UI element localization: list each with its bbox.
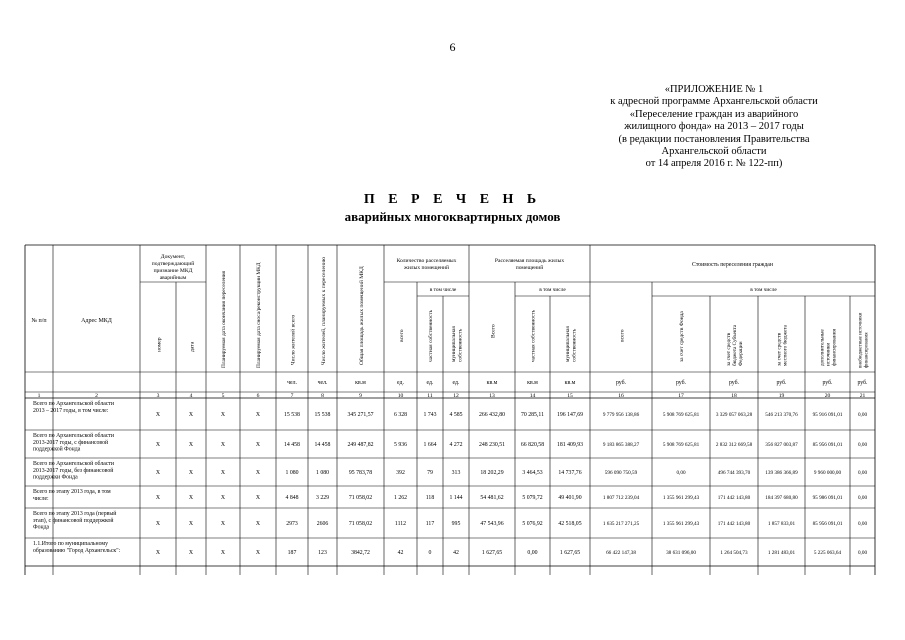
vertical-header-line: частная собственность xyxy=(530,309,537,362)
table-cell: 5 076,92 xyxy=(522,521,543,527)
header-document: аварийным xyxy=(159,275,187,281)
table-cell: 3842,72 xyxy=(351,550,370,556)
row-label: 1.1.Итого по муниципальному xyxy=(33,541,108,547)
table-cell: 15 538 xyxy=(284,412,300,418)
vertical-header-line: финансирования xyxy=(864,332,870,368)
table-cell: Х xyxy=(188,470,194,476)
header-address: Адрес МКД xyxy=(81,318,112,324)
table-cell: 70 285,11 xyxy=(521,412,544,418)
header-document: Документ, xyxy=(160,254,186,260)
table-cell: 1 743 xyxy=(423,412,437,418)
vertical-header-line: внебюджетные источники xyxy=(858,312,864,368)
table-cell: Х xyxy=(220,521,226,527)
table-cell: 1 080 xyxy=(285,470,299,476)
header-count-private xyxy=(427,309,434,362)
header-area-total xyxy=(490,324,496,338)
table-cell: 496 744 393,70 xyxy=(717,470,751,476)
table-cell: 14 458 xyxy=(314,442,331,448)
document-title: П Е Р Е Ч Е Н Ь xyxy=(363,192,542,207)
table-cell: 1 080 xyxy=(315,470,330,476)
table-cell: 345 271,57 xyxy=(347,412,374,418)
appendix-line: жилищного фонда» на 2013 – 2017 годы xyxy=(624,121,804,133)
appendix-line: «ПРИЛОЖЕНИЕ № 1 xyxy=(664,84,764,95)
vertical-header-line: всего xyxy=(398,329,405,342)
unit-label: кв.м xyxy=(527,380,538,386)
unit-label: кв.м xyxy=(355,380,366,386)
column-number: 6 xyxy=(256,393,260,399)
column-number: 15 xyxy=(567,393,573,399)
table-cell: 184 397 680,80 xyxy=(765,495,798,501)
header-area-group: помещений xyxy=(515,265,544,271)
column-number: 20 xyxy=(824,393,831,399)
header-in-that: в том числе xyxy=(750,287,777,293)
vertical-header-line: источники xyxy=(825,342,832,366)
unit-label: ед. xyxy=(426,380,434,386)
unit-label: руб. xyxy=(822,380,833,386)
vertical-header-line: за счет средств Фонда xyxy=(679,311,686,362)
table-cell: 171 442 143,80 xyxy=(717,521,751,527)
table-cell: 248 230,51 xyxy=(478,442,506,448)
table-cell: 49 401,90 xyxy=(558,495,582,501)
header-planned-demolition xyxy=(256,262,262,368)
column-number: 13 xyxy=(489,393,495,399)
table-cell: 1 355 961 299,43 xyxy=(662,495,700,501)
table-cell: 1 664 xyxy=(423,442,437,448)
column-number: 18 xyxy=(731,393,737,399)
table-cell: 79 xyxy=(427,470,433,476)
table-cell: 4 272 xyxy=(449,442,463,448)
vertical-header-line: муниципальная xyxy=(451,326,458,362)
column-number: 5 xyxy=(221,393,225,399)
column-number: 17 xyxy=(678,393,684,399)
column-number: 8 xyxy=(321,393,324,399)
table-cell: 0,00 xyxy=(857,442,868,448)
row-label: поддержкой Фонда xyxy=(33,446,81,453)
row-label: Фонда xyxy=(33,524,50,531)
table-cell: 9 779 956 138,86 xyxy=(602,412,640,418)
table-cell: 356 827 003,87 xyxy=(765,442,798,448)
table-cell: 1 144 xyxy=(449,495,463,501)
table-cell: 85 956 091,01 xyxy=(812,521,843,527)
table-cell: 139 386 366,89 xyxy=(765,470,798,476)
table-cell: 2973 xyxy=(286,521,298,527)
table-cell: 1 627,65 xyxy=(559,550,581,556)
page-number: 6 xyxy=(449,40,456,54)
row-label: Всего по Архангельской области xyxy=(33,401,115,407)
table-cell: Х xyxy=(220,412,226,418)
vertical-header-line: дополнительные xyxy=(819,329,826,366)
table-cell: 42 xyxy=(397,550,404,556)
vertical-header-line: собственность xyxy=(457,328,464,362)
row-label: числе: xyxy=(33,495,49,502)
table-cell: Х xyxy=(220,470,226,476)
table-cell: 1 635 217 271,25 xyxy=(602,521,640,527)
header-residents-planned xyxy=(320,257,327,365)
header-doc-number xyxy=(156,337,162,352)
table-cell: Х xyxy=(220,495,226,501)
unit-label: руб. xyxy=(776,380,787,386)
table-cell: 85 956 091,01 xyxy=(812,442,843,448)
unit-label: чел. xyxy=(317,380,328,386)
unit-label: руб. xyxy=(857,380,868,386)
row-label: Всего по этапу 2013 года, в том xyxy=(33,489,111,495)
table-cell: Х xyxy=(188,442,194,448)
table-cell: 266 432,80 xyxy=(478,412,506,418)
vertical-header-line: дата xyxy=(189,341,196,352)
unit-label: кв.м xyxy=(564,380,576,386)
table-cell: 596 090 750,59 xyxy=(604,470,638,476)
vertical-header-line: Федерации xyxy=(738,341,745,366)
column-number: 10 xyxy=(397,393,404,399)
vertical-header-line: Число жителей всего xyxy=(290,314,297,365)
header-area-group: Расселяемая площадь жилых xyxy=(494,258,565,264)
table-cell: 3 329 057 063,28 xyxy=(715,412,753,418)
table-cell: 196 147,69 xyxy=(556,412,584,418)
vertical-header-line: местного бюджета xyxy=(782,325,789,366)
table-cell: 6 328 xyxy=(393,412,408,418)
row-label: 2013 – 2017 годы, в том числе: xyxy=(33,407,109,414)
header-cost-local xyxy=(777,324,789,366)
table-cell: 95 783,78 xyxy=(348,470,373,476)
header-area-municipal xyxy=(565,326,577,362)
table-cell: 5 936 xyxy=(393,442,408,448)
column-number: 4 xyxy=(189,393,193,399)
table-cell: 4 585 xyxy=(449,412,463,418)
header-in-that: в том числе xyxy=(429,287,457,293)
row-label: образованию "Город Архангельск": xyxy=(33,547,121,554)
table-cell: 1 281 483,01 xyxy=(767,550,796,556)
table-cell: 2 832 312 669,58 xyxy=(715,442,753,448)
column-number: 12 xyxy=(453,393,459,399)
table-cell: Х xyxy=(255,495,261,501)
table-cell: 3 229 xyxy=(315,495,330,501)
table-cell: Х xyxy=(220,550,226,556)
table-cell: 0,00 xyxy=(857,550,868,556)
column-number: 21 xyxy=(859,393,866,399)
header-count-group: Количество расселяемых xyxy=(396,258,457,264)
table-cell: 1 262 xyxy=(393,495,408,501)
header-count-municipal xyxy=(451,326,463,362)
table-cell: 5 908 769 625,81 xyxy=(662,442,700,448)
table-cell: 123 xyxy=(318,550,327,556)
table-cell: 15 538 xyxy=(314,412,331,418)
table-cell: Х xyxy=(255,470,261,476)
header-cost-excess xyxy=(859,312,870,368)
table-cell: 1 857 833,01 xyxy=(767,521,796,527)
table-cell: 42 xyxy=(453,550,459,556)
row-label: 2013-2017 годы, без финансовой xyxy=(33,467,114,474)
vertical-header-line: за счет средств xyxy=(776,332,783,366)
table-cell: 71 058,02 xyxy=(348,521,373,527)
table-cell: 54 481,62 xyxy=(480,495,504,501)
table-cell: 42 518,05 xyxy=(558,521,582,527)
table-cell: 2606 xyxy=(316,521,329,527)
unit-label: руб. xyxy=(675,380,687,386)
table-cell: Х xyxy=(188,495,194,501)
header-cost-extra xyxy=(820,329,838,366)
header-cost-total xyxy=(619,329,625,342)
table-cell: 0 xyxy=(428,550,432,556)
table-cell: 4 848 xyxy=(285,495,299,501)
header-count-total xyxy=(399,329,405,342)
table-cell: 5 225 063,64 xyxy=(813,550,842,556)
table-cell: 66 422 147,38 xyxy=(606,550,636,556)
table-cell: 38 631 096,00 xyxy=(666,550,696,556)
header-doc-date xyxy=(189,341,195,352)
vertical-header-line: муниципальная xyxy=(565,326,572,362)
table-cell: 3 464,53 xyxy=(522,470,543,476)
header-document: подтверждающий xyxy=(151,261,195,267)
table-cell: 95 916 091,01 xyxy=(812,412,843,418)
table-cell: Х xyxy=(155,495,161,501)
table-cell: 66 820,58 xyxy=(520,442,545,448)
unit-label: ед. xyxy=(397,380,404,386)
table-cell: Х xyxy=(155,521,161,527)
table-cell: 0,00 xyxy=(857,470,868,476)
table-cell: 0,00 xyxy=(676,470,686,476)
table-cell: Х xyxy=(155,470,161,476)
unit-label: чел. xyxy=(287,380,297,386)
table-cell: 249 487,82 xyxy=(347,442,374,448)
column-number: 2 xyxy=(95,393,98,399)
header-cost-fund xyxy=(679,311,685,362)
row-label: поддержки Фонда xyxy=(33,474,78,481)
table-cell: 5 908 769 625,81 xyxy=(662,412,700,418)
vertical-header-line: финансирования xyxy=(831,329,838,366)
table-cell: Х xyxy=(155,550,161,556)
column-number: 1 xyxy=(37,393,41,399)
table-cell: 14 737,76 xyxy=(558,470,582,476)
table-cell: 392 xyxy=(396,470,405,476)
row-label: Всего по Архангельской области xyxy=(33,433,115,439)
table-cell: 0,00 xyxy=(857,495,868,501)
table-cell: 1 355 961 299,43 xyxy=(662,521,700,527)
header-cost-region xyxy=(726,324,744,366)
table-cell: Х xyxy=(255,442,261,448)
table-cell: Х xyxy=(188,521,194,527)
header-count-group: жилых помещений xyxy=(403,265,450,271)
vertical-header-line: Общая площадь жилых помещений МКД xyxy=(358,266,365,365)
table-cell: 181 409,93 xyxy=(556,442,584,448)
row-label: 2013-2017 годы, с финансовой xyxy=(33,439,109,446)
row-label: этап), с финансовой поддержкой xyxy=(33,517,114,524)
appendix-line: (в редакции постановления Правительства xyxy=(618,133,810,145)
header-area-private xyxy=(530,309,537,362)
column-number: 16 xyxy=(618,393,624,399)
table-cell: Х xyxy=(188,412,194,418)
header-planned-relocation xyxy=(221,270,227,368)
appendix-line: Архангельской области xyxy=(661,146,767,158)
header-in-that: в том числе xyxy=(539,287,566,293)
table-cell: 1 264 504,73 xyxy=(720,550,748,556)
table-cell: 1 627,65 xyxy=(481,550,503,556)
column-number: 7 xyxy=(290,393,294,399)
unit-label: кв.м xyxy=(486,380,498,386)
table-cell: 0,00 xyxy=(857,521,868,527)
header-total-area xyxy=(358,266,365,365)
table-cell: 95 986 091,01 xyxy=(812,495,843,501)
appendix-line: к адресной программе Архангельской области xyxy=(610,96,818,108)
table-cell: 14 458 xyxy=(284,442,300,448)
header-residents-count xyxy=(289,315,296,365)
column-number: 11 xyxy=(427,393,433,399)
vertical-header-line: за счет средств xyxy=(726,332,733,366)
table-cell: Х xyxy=(255,521,261,527)
table-cell: Х xyxy=(155,412,161,418)
table-cell: 71 058,02 xyxy=(348,495,373,501)
table-cell: 171 442 143,80 xyxy=(717,495,751,501)
unit-label: ед. xyxy=(452,380,460,386)
table-cell: 117 xyxy=(425,521,435,527)
unit-label: руб. xyxy=(728,380,740,386)
table-cell: 546 213 370,76 xyxy=(765,412,798,418)
column-number: 3 xyxy=(156,393,160,399)
table-cell: Х xyxy=(188,550,194,556)
table-cell: 9 960 000,00 xyxy=(813,470,842,476)
table-cell: Х xyxy=(155,442,161,448)
table-cell: 0,00 xyxy=(857,412,868,418)
column-number: 19 xyxy=(778,393,785,399)
vertical-header-line: всего xyxy=(619,329,626,342)
vertical-header-line: Число жителей, планируемых к переселению xyxy=(320,256,327,365)
table-cell: 0,00 xyxy=(527,550,538,556)
row-label: Всего по этапу 2013 года (первый xyxy=(33,511,117,517)
table-cell: Х xyxy=(255,550,261,556)
table-cell: Х xyxy=(255,412,261,418)
vertical-header-line: Планируемая дата сноса/реконструкции МКД xyxy=(256,262,263,368)
header-num: № п/п xyxy=(31,318,47,324)
table-cell: 1112 xyxy=(394,521,407,527)
row-label: Всего по Архангельской области xyxy=(33,461,115,467)
vertical-header-line: собственность xyxy=(571,328,578,362)
table-cell: Х xyxy=(220,442,226,448)
appendix-line: от 14 апреля 2016 г. № 122-пп) xyxy=(645,158,783,170)
column-number: 14 xyxy=(529,393,536,399)
vertical-header-line: номер xyxy=(156,337,163,352)
table-cell: 1 807 712 239,04 xyxy=(602,495,640,501)
appendix-line: «Переселение граждан из аварийного xyxy=(629,108,799,120)
table-cell: 47 543,96 xyxy=(480,521,504,527)
column-number: 9 xyxy=(359,393,362,399)
table-cell: 9 183 865 388,27 xyxy=(602,442,640,448)
table-cell: 995 xyxy=(451,521,461,527)
unit-label: руб. xyxy=(615,380,627,386)
vertical-header-line: Планируемая дата окончания переселения xyxy=(221,270,228,368)
table-cell: 187 xyxy=(287,550,297,556)
header-cost-group: Стоимость переселения граждан xyxy=(692,262,773,268)
header-document: признание МКД xyxy=(153,268,193,274)
table-cell: 118 xyxy=(425,495,435,501)
vertical-header-line: бюджета Субъекта xyxy=(732,324,739,366)
table-cell: 313 xyxy=(451,470,461,476)
table-cell: 18 202,29 xyxy=(480,470,504,476)
table-cell: 5 079,72 xyxy=(522,495,543,501)
vertical-header-line: частная собственность xyxy=(428,309,435,362)
vertical-header-line: Всего xyxy=(490,324,497,338)
document-subtitle: аварийных многоквартирных домов xyxy=(344,209,561,224)
